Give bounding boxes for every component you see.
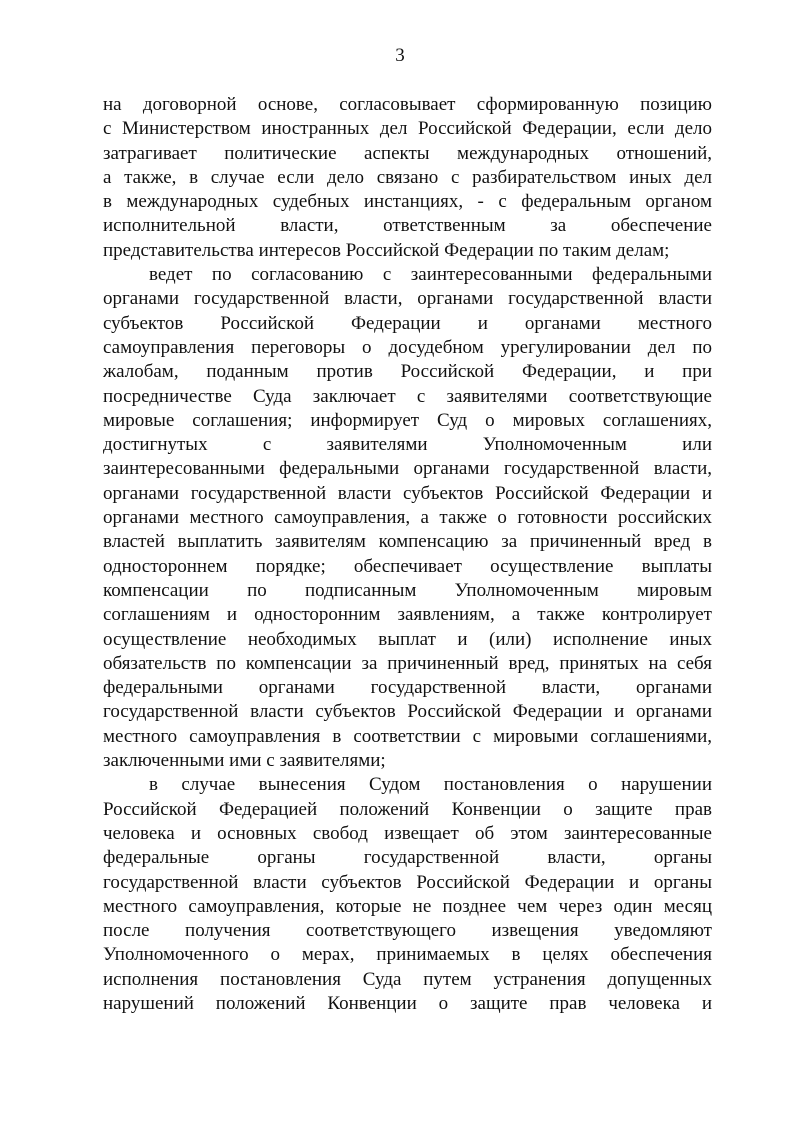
text-line: заинтересованными федеральными органами государственной власти, — [103, 458, 712, 480]
text-line: человека и основных свобод извещает об этом заинтересованные — [103, 822, 712, 844]
text-line: достигнутых с заявителями Уполномоченным или — [103, 434, 712, 456]
text-line: местного самоуправления, которые не позднее чем через один месяц — [103, 895, 712, 917]
text-line: после получения соответствующего извещения уведомляют — [103, 920, 712, 942]
text-line: органами государственной власти, органами государственной власти — [103, 288, 712, 310]
text-line: представительства интересов Российской Федерации по таким делам; — [103, 239, 670, 261]
text-line: государственной власти субъектов Российской Федерации и органами — [103, 701, 712, 723]
text-line: соглашениям и односторонним заявлениям, а также контролирует — [103, 604, 712, 626]
text-line: субъектов Российской Федерации и органами местного — [103, 312, 712, 334]
text-line: Российской Федерацией положений Конвенции о защите прав — [103, 798, 712, 820]
text-line: властей выплатить заявителям компенсацию за причиненный вред в — [103, 531, 712, 553]
text-line: самоуправления переговоры о досудебном урегулировании дел по — [103, 336, 712, 358]
text-line: затрагивает политические аспекты международных отношений, — [103, 142, 712, 164]
text-line: жалобам, поданным против Российской Федерации, и при — [103, 361, 712, 383]
text-line: посредничестве Суда заключает с заявителями соответствующие — [103, 385, 712, 407]
text-line: Уполномоченного о мерах, принимаемых в целях обеспечения — [103, 944, 712, 966]
text-line: органами местного самоуправления, а также о готовности российских — [103, 507, 712, 529]
text-line: с Министерством иностранных дел Российской Федерации, если дело — [103, 118, 712, 140]
text-line: мировые соглашения; информирует Суд о мировых соглашениях, — [103, 409, 712, 431]
text-line: в международных судебных инстанциях, - с федеральным органом — [103, 191, 712, 213]
page-number: 3 — [395, 45, 405, 66]
text-line: одностороннем порядке; обеспечивает осуществление выплаты — [103, 555, 712, 577]
text-line: компенсации по подписанным Уполномоченным мировым — [103, 579, 712, 601]
text-line: государственной власти субъектов Российской Федерации и органы — [103, 871, 712, 893]
text-line: заключенными ими с заявителями; — [103, 750, 386, 772]
text-line: федеральные органы государственной власти, органы — [103, 847, 712, 869]
text-line: осуществление необходимых выплат и (или) исполнение иных — [103, 628, 712, 650]
text-line: на договорной основе, согласовывает сформированную позицию — [103, 94, 712, 115]
text-line: в случае вынесения Судом постановления о нарушении — [149, 774, 712, 796]
text-line: местного самоуправления в соответствии с мировыми соглашениями, — [103, 725, 712, 747]
text-line: ведет по согласованию с заинтересованными федеральными — [149, 264, 712, 286]
text-line: обязательств по компенсации за причиненный вред, принятых на себя — [103, 652, 712, 674]
text-line: а также, в случае если дело связано с разбирательством иных дел — [103, 166, 712, 188]
document-body — [103, 93, 712, 1016]
text-line: исполнительной власти, ответственным за обеспечение — [103, 215, 712, 237]
text-line: исполнения постановления Суда путем устранения допущенных — [103, 968, 712, 990]
text-line: нарушений положений Конвенции о защите прав человека и — [103, 992, 712, 1014]
text-line: федеральными органами государственной власти, органами — [103, 677, 712, 699]
text-line: органами государственной власти субъектов Российской Федерации и — [103, 482, 712, 504]
